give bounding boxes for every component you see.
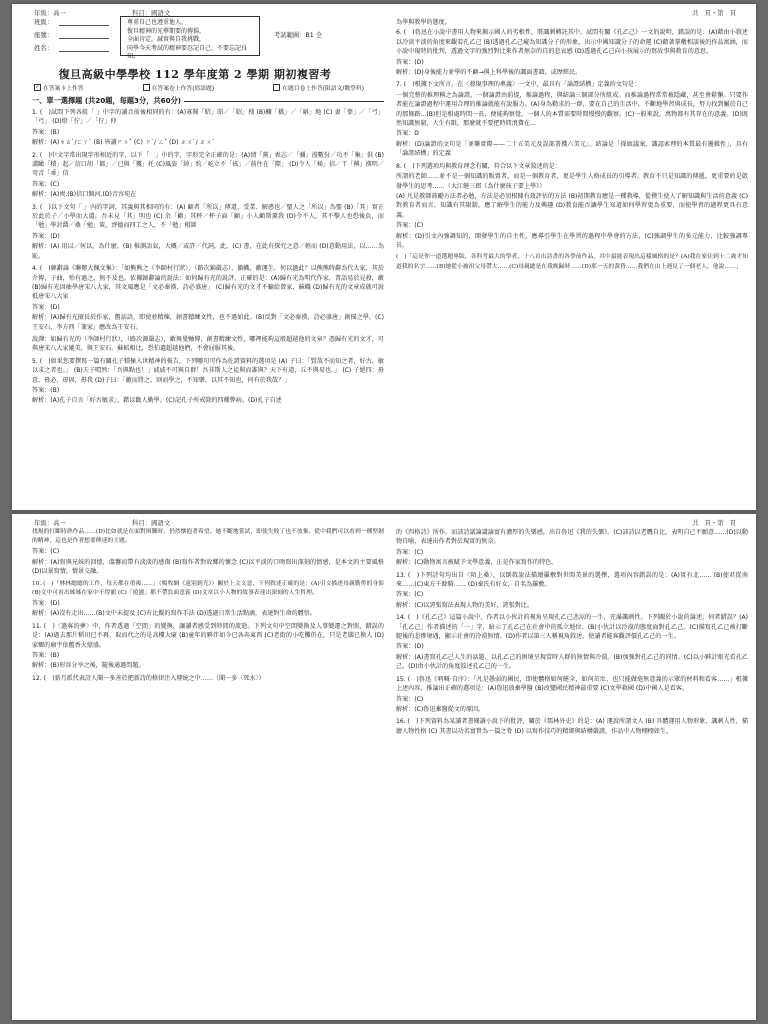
explanation-3: 解析：(A) 用以／何以。為什麼。(B) 推測語氣，大概／或許／代詞，此。(C) 書，在此有探究之意／輕而 (D)意動用法，以……為恥。: [32, 243, 384, 260]
answer-4: 答案：(D): [32, 303, 60, 311]
exam-title: 復旦高級中學學校 112 學年度第 2 學期 期初複習考: [58, 68, 332, 81]
answer-13: 答案：(C): [396, 591, 424, 599]
answer-5: 答案：(B): [32, 386, 60, 394]
question-5: 5. ( )如果您要撰寫一篇有關孔子積極入世精神的報告，下列哪句可作為佐證資料的選項是 (A) 子曰：「賢哉不而知之者，好古，敏以求之者也。」 (B)夫子喟然：「吾與點也！」戚戚不可與自群！吾非斯人之徒與而誰與？天下有道，丘不與易也。」 (C) 子絕四：毋意，毋必，毋固，毋我 (D)子曰：「敵而將之，則而學之，不知樂，以其不知也，何有於我哉？」: [32, 357, 384, 384]
answer-11: 答案：(B): [32, 652, 60, 660]
checkbox-icon: [273, 84, 280, 91]
explanation-6: 解析：(D)身後能力並學的不顧→與上科學後的諷面書籍，或歷經民。: [396, 69, 582, 77]
right-column: [396, 18, 748, 506]
question-12: 12. ( )新月派代表詩人聞一多善於把新詩的格律注入傳統之中……（聞一多〈死水〉）: [32, 674, 265, 682]
answer-3: 答案：(D): [32, 232, 60, 240]
section-heading: 一、單一選擇題 (共20題，每題3分，共60分): [32, 96, 384, 106]
document-page-1: [12, 4, 756, 510]
question-15: 15. ( )魯迅《吶喊·自序》：「凡是愚弱的國民，即使體格如何健全，如何茁壯，也只能做毫無意義的示眾的材料和看客……」根據上述內容，推論出正確的選項是：(A)魯迅放棄學醫 (B)改變國民精神最重要 (C)文學救國 (D)中國人是看客。: [396, 675, 748, 693]
explanation-12: 解析：(C)動物寓言被賦予文學意義，正是作家寫作的特色。: [396, 559, 558, 567]
question-13: 13. ( )下列詩句均出自〈陌上桑〉，以倒敘說法描繪羅敷對世間美景的選擇，選項內容錯誤的是：(A)實有北…… (B)使君從南來……(C)東方千餘騎…… (D)秦氏有好女，自名為羅敷。: [396, 571, 748, 589]
explanation-8: 解析：(D)引文內強調知的，開發學生的自主性，應導引學生在學習的過程中學會的方法，(C)強調學生的多元能力，比較強調專長。: [396, 232, 748, 249]
name-field[interactable]: 姓名：: [34, 42, 109, 55]
question-10: 10. ( )「林林總總的工作，每天都在重複……」（楊牧網《遠別到光》）關於上文文意，下列敘述正確的是：(A)引文描述母親勤勞的身影 (B)文中可看出姊姊在家中不得寵 (C)「遊盪」都不帶負面意義 (D)文章以小人物的故事表達出深刻的人生哲理。: [32, 580, 384, 596]
answer-12: 答案：(C): [396, 548, 424, 556]
question-1: 1. ( )試問下列各組「 」中字的讀音前後相同的有：(A)寡聞「昭」昭／「昭」搜 (B)欄「橋」／「斛」地 (C) 妻「孳」／「弓」「弓」 (D)燈「佇」／「佇」仲: [32, 109, 384, 126]
explanation-15: 解析：(C)魯迅棄醫從文的原因。: [396, 705, 485, 713]
explanation-9: 解析：(A)寫與兄妹的回憶，溫馨而帶有淡淡的感傷 (B)寫作者對故鄉的懷念 (C)以平淡的口吻寫出深刻的情感，是本文的主要風格 (D)以景寫情，情景交融。: [32, 558, 384, 576]
explanation-4-translation: 說譯：如歸有光的（李師村行狀），（路次源嚴志），敵舞曼軸傳，創書精練文性，哪裡能夠這般超越他的文章？憑歸有光的文才，可與唐宋八大家媲美，與王安石、蘇軾相比，恐怕遺超越他們，不會屈服其後。: [32, 335, 384, 353]
q5-continuation: 為學與教學的態度。: [396, 19, 451, 26]
q12-continuation: 的《四格詩》所作，而該詩議論講論富有濃厚的失樂感，出自魯迅《我的失樂》。(C)該詩以老鷹自比，表明自己不願意……(D)以動物自喻，表達出作者對於現實的無奈。: [396, 529, 748, 546]
seat-field[interactable]: 座號：: [34, 29, 109, 42]
header-subject: 科目：國語文: [132, 9, 171, 17]
explanation-13: 解析：(C)以誇張寫法表現人物的美好，誇張對比。: [396, 601, 533, 609]
explanation-11: 解析：(B)形容分享之後，隨後通過問題。: [32, 662, 145, 670]
answer-9: 答案：(C): [32, 548, 60, 556]
class-field[interactable]: 班級：: [34, 16, 109, 29]
header-grade: 年級：高一: [34, 9, 66, 17]
explanation-10: 解析：(A)沒有走出……(B)文中未提及 (C)有比擬的寫作手法 (D)透過日常生活點滴，表達對生命的體悟。: [32, 610, 316, 618]
honor-notice: 尊重自己也遵重他人， 復旦精神的光華期要的傳揚。 全面肯定，誠實與自我挑戰， 同學今天考試的精神要忍記自己、不要忘記良知。: [120, 16, 260, 56]
header-pages: 共 頁・第 頁: [692, 519, 736, 527]
question-8-options: (A) 凡是教師鼓勵方法者必勉，方法是必須根據有效評估的方法 (B)初期教育應是一種教導，從樸生使人了解知識與生活的意義 (C) 對教育者而言，知識有其限制，應了解學生的能力及興趣 (D)教育能否讓學生知道如何學習更為重要，而使學習的過程更具有意義。: [396, 192, 748, 219]
checkbox-checked-icon: ✓: [35, 84, 40, 90]
answer-10: 答案：(D): [32, 600, 60, 608]
answer-6: 答案：(D): [396, 58, 424, 66]
option-answer-card[interactable]: ✓ 在答案卡上作答: [35, 84, 84, 92]
answer-7: 答案：D: [396, 130, 419, 138]
right-column: [396, 528, 748, 1016]
q9-continuation: 找規的打斷時熟作品……(D)比如就是在面對困難時，仍然懷抱著希望。她不斷地嘗試，即使失敗了也不放棄。從中我們可以看到一種堅韌的精神，這也是作者想要傳達的主題。: [32, 529, 384, 545]
explanation-2: 解析：(A)喪,(B)信口開河,(D)音容宛在: [32, 191, 137, 199]
checkbox-icon: [143, 84, 150, 91]
answer-14: 答案：(D): [396, 643, 424, 651]
question-9: ( )「這是你一道選題專版，各科考最大的學者，十八首出詩書的各學前作品，其中最能表現出這樣風格的是？(A)我在家住到十二歲才知道我的名字……(B)她從小被祖父母帶大……(C)母親總是在我晚歸時……(D)那一天的黃昏……我們在山上遇見了一個老人，他說……」: [396, 254, 748, 270]
answer-1: 答案：(B): [32, 128, 60, 136]
header-grade: 年級：高一: [34, 519, 66, 527]
student-id-fields: [34, 16, 109, 55]
question-3: 3. ( )以下文句「 」內的字詞，其義與其相同的有：(A) 顧者「所以」傳道、受業、解惑也／聖人之「所以」為聖 (B)「其」實正於此於子／小學而大遺，吾未見「其」明也 (C) 余「顧」其杯／杯子面「顧」小人顧斯薰我 (D)令不人，其不擊人也恐後負，而「勉」學討爵／桑「勉」策，齊德而四工之人，不「勉」相師: [32, 203, 384, 230]
exam-scope: 考試範圍：B1 全: [274, 32, 323, 39]
left-column: [32, 108, 384, 506]
explanation-5: 解析：(A)孔子自言「好古敏求」，藉以勸人勤學。(C)記孔子所戒除的四種弊病。(D)孔子自述: [32, 397, 282, 405]
question-7-quote: 一個完整的推理稱之為論證，一個論證由前提，推論過程，與結論三個部分所組成。而推論過程常常被隱藏，甚至會鬆懈。只要作者能在論證過程中運用合理的推論就能有說服力。(A)身為勤求的一群，要在自己的生活中，不斷地學習與成長，努力找到屬於自己的那條路...(B)但是相處時間一長，便能夠察覺，一個人的本質需要時間慢慢的觀察。(C)一般來說，萬物都有其存在的意義。(D)既然知識無窮，人生有限，那麼就不要把時間浪費在...: [396, 91, 748, 128]
question-14: 14. ( )《孔乙己》這篇小說中，作者以小伙計的視角呈現孔乙己悲涼的一生，充滿諷刺性。下列關於小說的論述，何者錯誤？(A)「孔乙己」作者描述的「一」字，暗示了孔乙己在社會中的孤立地位。(B)小伙計以冷漠的態度面對孔乙己。(C)描寫孔乙己被打斷腿後的悲慘境遇，顯示社會的冷漠無情。(D)作者以第三人稱視角敘述，使讀者能客觀評價孔乙己的一生。: [396, 614, 748, 641]
question-8: 8. ( )下列選項均與教育理念有關，符合以下文章敘述的是：: [396, 162, 561, 170]
explanation-7: 解析：(D)論證的文句是「並聯實際——二十五美元及誤部署獲六美元」。結論是「探頭議案，識認索理的本質最有邏輯性」，具有「論證結構」的定義: [396, 140, 748, 158]
answer-2: 答案：(C): [32, 180, 60, 188]
header-subject: 科目：國語文: [132, 519, 171, 527]
left-column: [32, 528, 384, 1016]
answer-15: 答案：(C): [396, 695, 424, 703]
question-2: 2. ( )中文字常出現字形相近的字，以下「 」中的字，字形完全正確的是：(A)情「黨」喪志／「彌」漫數份／功不「集」供 (B) 溝瞰「積」起／信口胡「都」／已與「獲」托 (C)風姿「綽」約／屹立不「搖」／前往在「際」 (D)令人「秘」信／干「稱」漢明／弯音「乖」信: [32, 151, 384, 178]
option-question-sheet[interactable]: 在題目卷上作答(限語文/數學科): [273, 83, 364, 92]
question-16: 16. ( )下列資料為某讀者書閱讀小說下的批評，關於《儒林外史》的是：(A) 運說所謂文人 (B) 具體運用人物形象，諷刺人性，描繪人物性格 (C) 其書以功名富貴為一篇之骨 (D) 以寫作技巧的精細與結構嚴謹，作品中人物栩栩如生。: [396, 718, 748, 735]
header-pages: 共 頁・第 頁: [692, 9, 736, 17]
question-6: 6. ( )魯迅在小說中書用人物來揭示國人的劣根性，將諷刺轉託其中。試問有關《孔乙己》一文的說明，錯誤的是：(A)藉由小敘述以冷淡平淡的角度來觀看孔乙己 (B)透過孔乙己癡為知識分子的形象，出示中國知識分子的命運 (C)藉著掌櫃相談後的作品寓涵，而小說中現時的批判，透過文字的強烈對比來作者無奈的自的悲哀感 (D)透過孔乙己向小孩展示的寫故事與教育的意思。: [396, 29, 748, 56]
answer-8: 答案：(C): [396, 222, 424, 230]
question-4: 4. ( )韓辭論《聯辦大佩文集》：「如熊熊之（李師村行狀），（路次錦嚴志）、撤幟、敵運生，何以過此？以熊熊時辭為代大家，其於介傳、子曲，殆有過之，無不及也。依據韓辭論的說法：如何歸有光的說評，正確的是：(A)歸有光為明代作家，普語易於見發，敵 (B)歸有光因抽學唐宋八大家，其文風應是「文必秦漢，詩必盛唐」 (C)歸有光的文才不輸給曾家，蘇幟 (D)歸有光的文章成就可說抵唐宋八大家: [32, 265, 384, 301]
answer-method-options: [34, 83, 364, 92]
question-11: 11. ( )〈過客的夢〉中，作者透過「空間」的變換，讓讀者感受到時間的流逝。下列文句中空間變換及人事變遷之對照，錯誤的是：(A)過去那片稻田已不再，取而代之的是高樓大廈 (B)童年的夥伴如今已各奔東西 (C)老街的小吃攤仍在，只是老闆已換人 (D)家鄉的廟宇依舊香火鼎盛。: [32, 622, 384, 649]
question-7: 7. ( )根據下文所言，在〈發現事理的奧義〉一文中，最具有「論證結構」定義的文句是：: [396, 81, 641, 89]
question-8-quote: 所謂的老師……並不是一個知識的販賣者，而是一個教育者，更是學生人格成長的引導者。教育不只是知識的傳遞，更重要的是啟發學生的思考……（大江健三郎《為什麼孩子要上學》）: [396, 173, 748, 190]
option-answer-sheet[interactable]: 在答案卷上作答(寫語題): [143, 83, 215, 92]
explanation-1: 解析：(A)ㄉㄠˋ/ㄈㄚˋ (B) 皆讀ㄕㄨˇ (C) ㄗˋ/ ㄙˇ (D) ㄓㄨˋ/ ㄓㄨˋ: [32, 139, 215, 147]
explanation-14: 解析：(A)書寫孔乙己人生的話題，以孔乙己的困境呈現當時人群的無情與冷漠。(B)加強對孔乙己的同情。(C)以小夥計眼光看孔乙己。(D)由小伙計的角度敘述孔乙己的一生。: [396, 653, 748, 671]
explanation-4: 解析：(A)歸有光擅長於作家，舊話語，即使並精煉，創書精練文性，也不過如此。(B)反對「文必秦漢，詩必盛唐」創描之學。(C)王安石，李方西「兼家」應改為王安石。: [32, 314, 384, 331]
document-page-2: [12, 514, 756, 1020]
